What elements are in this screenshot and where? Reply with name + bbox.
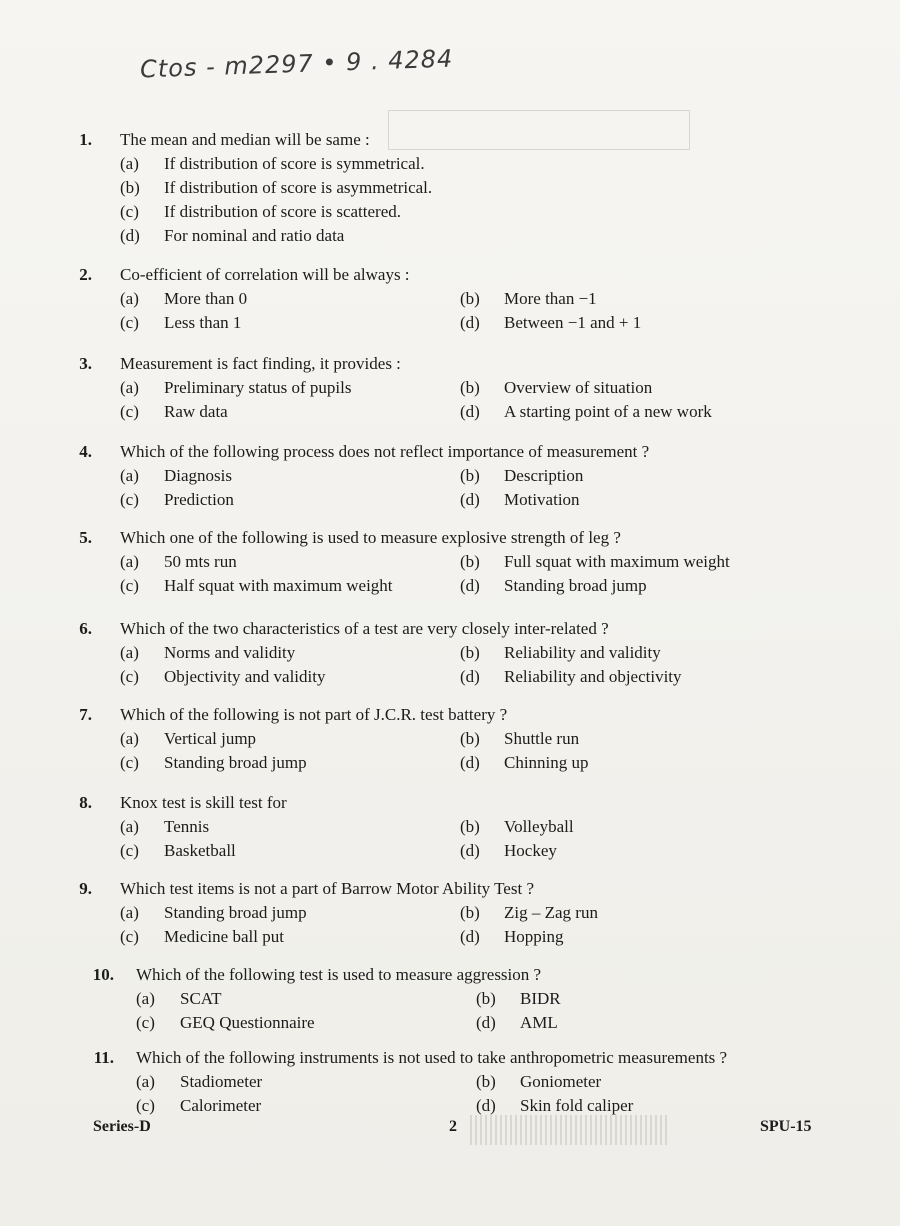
question-stem: Which of the two characteristics of a test are very closely inter-related ? bbox=[120, 619, 609, 638]
option-label: (d) bbox=[460, 753, 480, 772]
option-label: (a) bbox=[120, 903, 139, 922]
option-a bbox=[136, 987, 222, 1011]
option-label: (c) bbox=[120, 753, 139, 772]
option-text: Hockey bbox=[504, 841, 557, 860]
question-stem: Which one of the following is used to measure explosive strength of leg ? bbox=[120, 528, 621, 547]
question-9 bbox=[0, 877, 900, 949]
option-label: (b) bbox=[460, 466, 480, 485]
option-c bbox=[120, 574, 393, 598]
option-a bbox=[120, 550, 237, 574]
option-label: (d) bbox=[476, 1013, 496, 1032]
option-text: Objectivity and validity bbox=[164, 667, 326, 686]
option-label: (a) bbox=[120, 643, 139, 662]
option-b bbox=[476, 1070, 601, 1094]
option-b bbox=[460, 901, 598, 925]
option-a bbox=[120, 815, 209, 839]
option-c bbox=[120, 839, 236, 863]
option-label: (c) bbox=[120, 927, 139, 946]
option-b bbox=[460, 550, 730, 574]
option-b bbox=[460, 641, 661, 665]
question-number: 3. bbox=[79, 354, 92, 373]
option-label: (c) bbox=[120, 576, 139, 595]
option-label: (c) bbox=[136, 1096, 155, 1115]
option-text: If distribution of score is scattered. bbox=[164, 202, 401, 221]
option-b bbox=[476, 987, 561, 1011]
option-label: (d) bbox=[120, 226, 140, 245]
option-d bbox=[460, 665, 682, 689]
option-text: Standing broad jump bbox=[164, 903, 307, 922]
question-number: 10. bbox=[92, 965, 114, 984]
option-label: (d) bbox=[460, 927, 480, 946]
question-8 bbox=[0, 791, 900, 863]
option-a bbox=[120, 901, 307, 925]
option-label: (a) bbox=[136, 989, 155, 1008]
question-3 bbox=[0, 352, 900, 424]
page-number: 2 bbox=[449, 1118, 457, 1135]
option-d bbox=[460, 751, 589, 775]
option-d bbox=[120, 224, 344, 248]
option-text: BIDR bbox=[520, 989, 561, 1008]
option-text: A starting point of a new work bbox=[504, 402, 712, 421]
question-5 bbox=[0, 526, 900, 598]
question-4 bbox=[0, 440, 900, 512]
option-text: Prediction bbox=[164, 490, 234, 509]
question-number: 5. bbox=[79, 528, 92, 547]
question-number: 1. bbox=[79, 130, 92, 149]
option-b bbox=[460, 464, 583, 488]
question-2 bbox=[0, 263, 900, 335]
option-text: Calorimeter bbox=[180, 1096, 262, 1115]
option-label: (b) bbox=[460, 378, 480, 397]
option-b bbox=[460, 376, 652, 400]
option-label: (d) bbox=[460, 490, 480, 509]
option-c bbox=[120, 751, 307, 775]
option-label: (a) bbox=[120, 289, 139, 308]
option-text: Medicine ball put bbox=[164, 927, 284, 946]
option-a bbox=[120, 376, 351, 400]
option-label: (d) bbox=[460, 576, 480, 595]
option-label: (a) bbox=[120, 466, 139, 485]
option-label: (c) bbox=[120, 841, 139, 860]
question-number: 8. bbox=[79, 793, 92, 812]
option-text: Overview of situation bbox=[504, 378, 653, 397]
question-number: 9. bbox=[79, 879, 92, 898]
question-stem: Knox test is skill test for bbox=[120, 793, 287, 812]
option-c bbox=[120, 488, 234, 512]
handwritten-note: Ctos - m2297 • 9 . 4284 bbox=[139, 44, 454, 84]
question-number: 2. bbox=[79, 265, 92, 284]
option-label: (b) bbox=[460, 903, 480, 922]
question-number: 7. bbox=[79, 705, 92, 724]
option-text: For nominal and ratio data bbox=[164, 226, 345, 245]
option-label: (c) bbox=[120, 402, 139, 421]
option-text: Less than 1 bbox=[164, 313, 242, 332]
option-label: (a) bbox=[136, 1072, 155, 1091]
option-c bbox=[120, 311, 241, 335]
option-label: (d) bbox=[460, 313, 480, 332]
option-text: Tennis bbox=[164, 817, 210, 836]
option-d bbox=[460, 839, 557, 863]
barcode-bleed bbox=[470, 1115, 670, 1145]
option-text: Motivation bbox=[504, 490, 580, 509]
option-text: Vertical jump bbox=[164, 729, 257, 748]
option-text: Reliability and validity bbox=[504, 643, 661, 662]
option-d bbox=[460, 400, 712, 424]
option-text: Description bbox=[504, 466, 584, 485]
option-label: (b) bbox=[460, 552, 480, 571]
option-text: Standing broad jump bbox=[164, 753, 307, 772]
question-stem: Which of the following test is used to measure aggression ? bbox=[136, 965, 542, 984]
option-label: (d) bbox=[460, 402, 480, 421]
option-text: Skin fold caliper bbox=[520, 1096, 634, 1115]
option-text: SCAT bbox=[180, 989, 222, 1008]
option-label: (a) bbox=[120, 154, 139, 173]
option-text: Standing broad jump bbox=[504, 576, 647, 595]
option-b bbox=[460, 287, 597, 311]
option-text: Half squat with maximum weight bbox=[164, 576, 393, 595]
option-text: Raw data bbox=[164, 402, 228, 421]
option-label: (c) bbox=[120, 490, 139, 509]
option-c bbox=[136, 1094, 261, 1118]
option-label: (d) bbox=[476, 1096, 496, 1115]
option-d bbox=[476, 1011, 558, 1035]
option-a bbox=[120, 287, 247, 311]
question-stem: The mean and median will be same : bbox=[120, 130, 370, 149]
question-10 bbox=[0, 963, 900, 1035]
question-number: 4. bbox=[79, 442, 92, 461]
option-label: (a) bbox=[120, 817, 139, 836]
option-text: Zig – Zag run bbox=[504, 903, 598, 922]
option-text: Diagnosis bbox=[164, 466, 232, 485]
question-stem: Which of the following instruments is not used to take anthropometric measurements ? bbox=[136, 1048, 728, 1067]
question-1 bbox=[0, 128, 900, 248]
option-text: If distribution of score is symmetrical. bbox=[164, 154, 425, 173]
question-11 bbox=[0, 1046, 900, 1118]
option-text: Between −1 and + 1 bbox=[504, 313, 642, 332]
question-7 bbox=[0, 703, 900, 775]
option-label: (a) bbox=[120, 552, 139, 571]
question-6 bbox=[0, 617, 900, 689]
option-label: (b) bbox=[460, 643, 480, 662]
series-label: Series-D bbox=[93, 1118, 151, 1135]
option-text: Full squat with maximum weight bbox=[504, 552, 730, 571]
option-a bbox=[136, 1070, 262, 1094]
option-text: More than 0 bbox=[164, 289, 248, 308]
option-a bbox=[120, 464, 232, 488]
option-text: Shuttle run bbox=[504, 729, 580, 748]
option-b bbox=[460, 727, 579, 751]
option-text: AML bbox=[520, 1013, 558, 1032]
option-label: (b) bbox=[476, 989, 496, 1008]
option-text: Goniometer bbox=[520, 1072, 602, 1091]
option-label: (c) bbox=[120, 313, 139, 332]
option-c bbox=[120, 400, 228, 424]
option-label: (b) bbox=[120, 178, 140, 197]
option-text: Norms and validity bbox=[164, 643, 296, 662]
option-text: Hopping bbox=[504, 927, 564, 946]
option-d bbox=[460, 574, 647, 598]
paper-code: SPU-15 bbox=[760, 1118, 812, 1135]
option-b bbox=[120, 176, 432, 200]
option-text: Preliminary status of pupils bbox=[164, 378, 352, 397]
option-a bbox=[120, 727, 256, 751]
option-c bbox=[120, 200, 401, 224]
option-text: If distribution of score is asymmetrical. bbox=[164, 178, 433, 197]
option-label: (a) bbox=[120, 729, 139, 748]
option-d bbox=[460, 925, 564, 949]
option-label: (d) bbox=[460, 667, 480, 686]
option-text: More than −1 bbox=[504, 289, 597, 308]
option-c bbox=[120, 925, 284, 949]
option-d bbox=[460, 488, 580, 512]
option-c bbox=[136, 1011, 315, 1035]
question-stem: Which of the following process does not reflect importance of measurement ? bbox=[120, 442, 650, 461]
option-text: Reliability and objectivity bbox=[504, 667, 682, 686]
question-stem: Which test items is not a part of Barrow Motor Ability Test ? bbox=[120, 879, 534, 898]
question-stem: Co-efficient of correlation will be always : bbox=[120, 265, 410, 284]
option-text: Volleyball bbox=[504, 817, 574, 836]
option-text: Stadiometer bbox=[180, 1072, 263, 1091]
option-b bbox=[460, 815, 574, 839]
option-text: Basketball bbox=[164, 841, 236, 860]
question-stem: Which of the following is not part of J.C.R. test battery ? bbox=[120, 705, 508, 724]
option-label: (b) bbox=[476, 1072, 496, 1091]
option-label: (c) bbox=[120, 202, 139, 221]
option-label: (d) bbox=[460, 841, 480, 860]
option-label: (b) bbox=[460, 289, 480, 308]
option-label: (c) bbox=[136, 1013, 155, 1032]
question-stem: Measurement is fact finding, it provides : bbox=[120, 354, 401, 373]
option-label: (a) bbox=[120, 378, 139, 397]
question-number: 11. bbox=[93, 1048, 114, 1067]
option-text: Chinning up bbox=[504, 753, 589, 772]
option-text: GEQ Questionnaire bbox=[180, 1013, 315, 1032]
option-label: (b) bbox=[460, 817, 480, 836]
option-d bbox=[460, 311, 641, 335]
option-label: (b) bbox=[460, 729, 480, 748]
option-text: 50 mts run bbox=[164, 552, 237, 571]
option-label: (c) bbox=[120, 667, 139, 686]
option-a bbox=[120, 152, 425, 176]
option-c bbox=[120, 665, 325, 689]
option-a bbox=[120, 641, 295, 665]
question-number: 6. bbox=[79, 619, 92, 638]
